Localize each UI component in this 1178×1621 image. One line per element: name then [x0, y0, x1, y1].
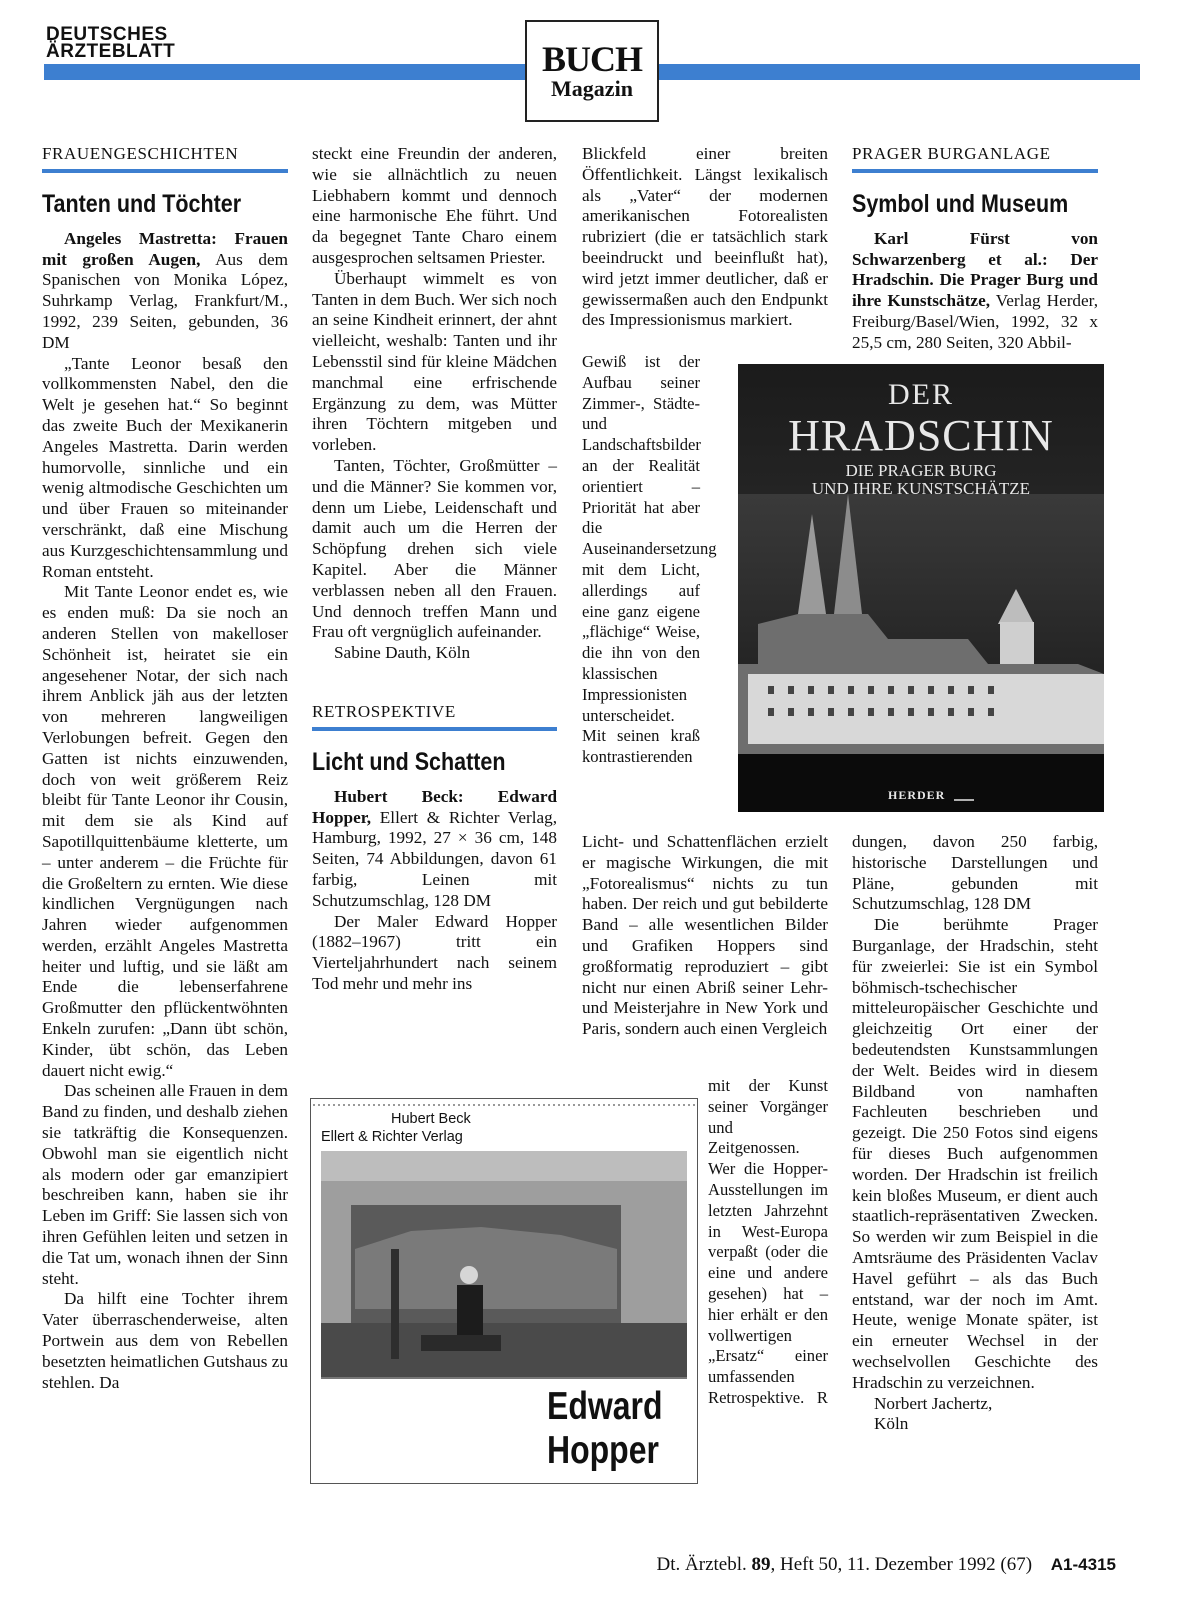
- column-3-narrow: [582, 352, 717, 768]
- article1-paragraph: Tanten, Töchter, Großmütter – und die Männer? Sie kommen vor, denn um Liebe, Leidenschaft und damit auch um die Herren der Schöpfung drehen sich viele Kapitel. Aber die Männer verblassen neben all den Frauen. Und dennoch treffen Mann und Frau oft vergnüglich aufeinander.: [312, 455, 557, 642]
- article1-bibliography: [42, 229, 288, 354]
- hradschin-cover-line1: DER: [888, 378, 954, 411]
- article1-author: Sabine Dauth, Köln: [334, 643, 471, 663]
- hopper-cover-author: Hubert Beck: [391, 1111, 471, 1127]
- footer-volume: 89: [751, 1554, 771, 1575]
- article1-paragraph: Überhaupt wimmelt es von Tanten in dem Buch. Wer sich noch an seine Kindheit erinnert, der ahnt vielleicht, weshalb: Tanten und ihr Lebensstil sind für kleine Mädchen manchmal eine erfrischende Ergänzung zu dem, was Mütter ihren Töchtern mitgeben und vorleben.: [312, 268, 557, 455]
- column-3-top: [582, 144, 828, 331]
- column-3-wide: [582, 832, 828, 1040]
- article2-paragraph: Der Maler Edward Hopper (1882–1967) tritt ein Vierteljahrhundert nach seinem Tod mehr und mehr ins: [312, 911, 557, 993]
- article1-paragraph: Das scheinen alle Frauen in dem Band zu finden, und deshalb ziehen sie tatkräftig die Konsequenzen. Obwohl man sie eigentlich nicht als modern oder gar emanzipiert beschreiben kann, haben sie ihr Leben im Griff: Sie lassen sich von ihren Gefühlen leiten und setzen in die Tat um, wonach ihnen der Sinn steht.: [42, 1081, 288, 1288]
- hradschin-cover-line2: HRADSCHIN: [788, 411, 1054, 460]
- hradschin-book-cover: [738, 364, 1104, 812]
- logo-line1: BUCH: [541, 39, 642, 79]
- hradschin-cover-subtitle: [738, 462, 1104, 498]
- article1-paragraph: „Tante Leonor besaß den vollkommensten Nabel, den die Welt je gesehen hat.“ So beginnt das zweite Buch der Mexikanerin Angeles Mastretta. Darin werden humorvolle, sinnliche und ein wenig altmodische Geschichten um und über Frauen so miteinander verschränkt, daß eine Mischung aus Kurzgeschichtensammlung und Roman entsteht.: [42, 353, 288, 581]
- article1-paragraph: Da hilft eine Tochter ihrem Vater überraschenderweise, alten Portwein aus dem von Rebellen besetzten heimatlichen Gutshaus zu stehlen. Da: [42, 1289, 288, 1392]
- hradschin-cover-line3: DIE PRAGER BURG: [845, 461, 997, 480]
- footer-page-number: A1-4315: [1050, 1555, 1116, 1574]
- buch-magazin-logo: [525, 20, 659, 122]
- column-1: [42, 144, 288, 1393]
- article1-headline: Tanten und Töchter: [42, 189, 242, 218]
- hopper-cover-publisher: Ellert & Richter Verlag: [321, 1129, 463, 1145]
- article2-bibliography: [312, 787, 557, 912]
- masthead-line2: ÄRZTEBLATT: [46, 41, 176, 62]
- masthead-line1: DEUTSCHES: [46, 24, 168, 45]
- hopper-book-cover: [310, 1098, 698, 1484]
- article2-bib-rest: Ellert & Richter Verlag, Hamburg, 1992, 27 × 36 cm, 148 Seiten, 74 Abbildungen, davon 61 farbig, Leinen mit Schutzumschlag, 128 DM: [312, 807, 557, 910]
- footer-issue: , Heft 50, 11. Dezember 1992 (67): [770, 1554, 1033, 1575]
- column-4-top: [852, 144, 1098, 354]
- article3-bib-rest: Verlag Herder, Freiburg/Basel/Wien, 1992, 32 x 25,5 cm, 280 Seiten, 320 Abbil-: [852, 291, 1098, 352]
- article3-bibliography: [852, 229, 1098, 354]
- article2-end-mark: R: [816, 1387, 828, 1407]
- article2-headline: Licht und Schatten: [312, 747, 506, 776]
- article3-author-name: Norbert Jachertz,: [874, 1393, 993, 1413]
- article2-paragraph: Blickfeld einer breiten Öffentlichkeit. Längst lexikalisch als „Vater“ der modernen amerikanischen Fotorealisten rubriziert (die er tatsächlich stark beeindruckt und beeinflußt hat), wird jetzt immer deutlicher, daß er gewissermaßen auch den Endpunkt des Impressionismus markiert.: [582, 144, 828, 330]
- logo-line2: Magazin: [551, 76, 633, 101]
- article2-paragraph: Licht- und Schattenflächen erzielt er magische Wirkungen, die mit „Fotorealismus“ nichts zu tun haben. Der reich und gut bebilderte Band – alle wesentlichen Bilder und Grafiken Hoppers sind großformatig reproduziert – gibt nicht nur einen Abriß seiner Lehr- und Meisterjahre in New York und Paris, sondern auch einen Vergleich: [582, 832, 828, 1039]
- article1-bib-rest: Aus dem Spanischen von Monika López, Suhrkamp Verlag, Frankfurt/M., 1992, 239 Seiten, gebunden, 36 DM: [42, 249, 289, 352]
- article3-headline: Symbol und Museum: [852, 189, 1069, 218]
- page-footer: [657, 1554, 1116, 1576]
- article3-kicker: PRAGER BURGANLAGE: [852, 144, 1098, 173]
- article2-bib-bold: Hubert Beck: Edward Hopper,: [312, 786, 557, 827]
- article2-paragraph: Gewiß ist der Aufbau seiner Zimmer-, Städte- und Landschaftsbilder an der Realität orientiert – Priorität hat aber die Auseinandersetzung mit dem Licht, allerdings auf eine ganz eigene „flächige“ Weise, die ihn von den klassischen Impressionisten unterscheidet. Mit seinen kraß kontrastierenden: [582, 352, 717, 767]
- hradschin-cover-publisher: HERDER: [888, 788, 946, 802]
- hopper-cover-title-line1: Edward: [547, 1385, 663, 1428]
- footer-journal: Dt. Ärztebl.: [656, 1554, 752, 1575]
- article2-paragraph: mit der Kunst seiner Vorgänger und Zeitgenossen. Wer die Hopper-Ausstellungen im letzten Jahrzehnt in West-Europa verpaßt (oder die eine und andere gesehen) hat – hier erhält er den vollwertigen „Ersatz“ einer umfassenden Retrospektive.: [708, 1076, 828, 1407]
- column-4-bottom: [852, 832, 1098, 1435]
- article1-kicker: FRAUENGESCHICHTEN: [42, 144, 288, 173]
- article1-paragraph: Mit Tante Leonor endet es, wie es enden muß: Da sie noch an anderen Stellen von makelloser Schönheit ist, heiratet sie ein angesehener Notar, der sich nach ihrem Anblick jäh aus der letzten von mehreren langweiligen Verlobungen befreit. Gegen den Gatten ist nichts einzuwenden, doch von weit größerem Reiz bleibt für Tante Leonor ihr Cousin, mit dem sie als Kind auf Sapotillquittenbäume kletterte, um – unter anderem – die Früchte für die Großeltern zu ernten. Wie diese kindlichen Vergnügungen nach Jahren wieder aufgenommen werden, erzählt Angeles Mastretta heiter und luftig, und sie läßt am Ende die lebenserfahrene Großmutter den pflückentwöhnten Enkeln zurufen: „Dann übt schön, Kinder, übt schön, das Leben dauert nicht ewig.“: [42, 582, 288, 1080]
- article3-paragraph: Die berühmte Prager Burganlage, der Hradschin, steht für zweierlei: Sie ist ein Symbol böhmisch-tschechischer mitteleuropäischer Geschichte und gleichzeitig Ort einer der bedeutendsten Kunstsammlungen der Welt. Beides wird in diesem Bildband von namhaften Fachleuten beschrieben und gezeigt. Die 250 Fotos sind eigens für dieses Buch aufgenommen worden. Der Hradschin ist freilich kein bloßes Museum, er dient auch staatlich-repräsentativen Zwecken. So werden wir zum Beispiel in die Amtsräume des Präsidenten Vaclav Havel geführt – als das Buch entstand, war der noch im Amt. Heute, wenige Monate später, ist ein erneuter Wechsel in der wechselvollen Geschichte des Hradschin zu verzeichnen.: [852, 915, 1098, 1392]
- hopper-cover-title: [547, 1385, 663, 1473]
- column-2: [312, 144, 557, 995]
- column-3-narrow-bottom: [708, 1076, 828, 1409]
- masthead: [46, 26, 175, 60]
- article3-bib-continued: dungen, davon 250 farbig, historische Darstellungen und Pläne, gebunden mit Schutzumschlag, 128 DM: [852, 832, 1098, 914]
- hradschin-cover-line4: UND IHRE KUNSTSCHÄTZE: [811, 479, 1031, 498]
- hopper-cover-title-line2: Hopper: [547, 1429, 659, 1472]
- article1-bib-bold: Angeles Mastretta: Frauen mit großen Augen,: [42, 228, 288, 269]
- article3-author-city: Köln: [874, 1414, 909, 1434]
- article3-bib-bold: Karl Fürst von Schwarzenberg et al.: Der Hradschin. Die Prager Burg und ihre Kunstschätze,: [852, 228, 1098, 311]
- article2-kicker: RETROSPEKTIVE: [312, 702, 557, 731]
- article1-paragraph: steckt eine Freundin der anderen, wie sie allnächtlich zu neuen Liebhabern kommt und dennoch eine harmonische Ehe führt. Und da begegnet Tante Charo einem ausgesprochen seltsamen Priester.: [312, 144, 557, 267]
